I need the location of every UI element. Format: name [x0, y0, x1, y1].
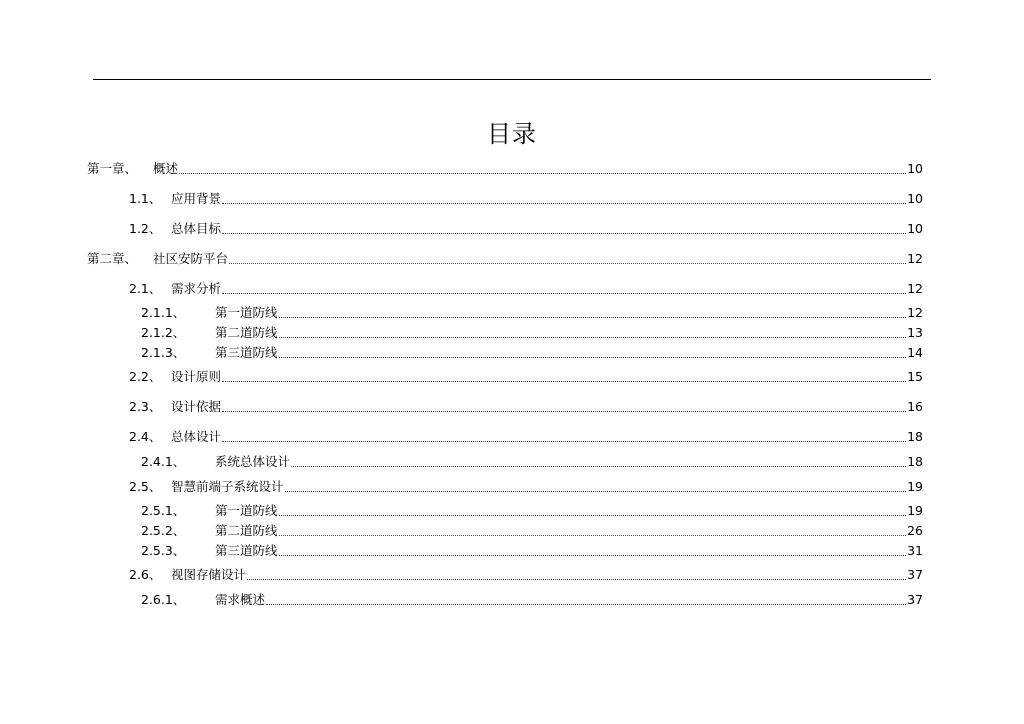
toc-leader — [222, 399, 906, 412]
toc-entry-title: 第三道防线 — [215, 543, 278, 558]
toc-entry[interactable] — [141, 345, 923, 361]
toc-entry-number: 2.6.1、 — [141, 592, 186, 607]
toc-leader — [179, 161, 906, 174]
toc-entry[interactable] — [87, 161, 923, 177]
toc-entry-page: 18 — [907, 454, 923, 469]
toc-entry-number: 第一章、 — [87, 161, 138, 176]
toc-title: 目录 — [487, 120, 537, 148]
toc-leader — [279, 503, 907, 516]
toc-entry[interactable] — [129, 567, 923, 583]
toc-entry-title: 应用背景 — [171, 191, 222, 206]
toc-entry-page: 13 — [907, 325, 923, 340]
toc-entry-title: 视图存储设计 — [171, 567, 247, 582]
toc-entry-title: 第二道防线 — [215, 325, 278, 340]
toc-entry-page: 10 — [907, 221, 923, 236]
toc-entry-page: 15 — [907, 369, 923, 384]
toc-entry-title: 设计依据 — [171, 399, 222, 414]
toc-leader — [266, 592, 906, 605]
toc-entry-number: 2.5、 — [129, 479, 162, 494]
toc-entry[interactable] — [87, 251, 923, 267]
toc-entry-title: 系统总体设计 — [215, 454, 291, 469]
toc-leader — [222, 429, 906, 442]
toc-entry-title: 需求分析 — [171, 281, 222, 296]
toc-entry-page: 31 — [907, 543, 923, 558]
toc-entry[interactable] — [141, 325, 923, 341]
toc-entry-page: 26 — [907, 523, 923, 538]
toc-leader — [285, 479, 907, 492]
toc-entry-page: 10 — [907, 161, 923, 176]
toc-leader — [291, 454, 906, 467]
toc-entry[interactable] — [129, 221, 923, 237]
toc-entry[interactable] — [141, 543, 923, 559]
toc-entry-number: 第二章、 — [87, 251, 138, 266]
toc-entry-number: 2.1、 — [129, 281, 162, 296]
toc-entry-page: 12 — [907, 251, 923, 266]
toc-entry-number: 2.2、 — [129, 369, 162, 384]
toc-entry[interactable] — [141, 503, 923, 519]
toc-leader — [222, 369, 906, 382]
toc-leader — [247, 567, 906, 580]
toc-entry[interactable] — [141, 523, 923, 539]
toc-entry-number: 2.6、 — [129, 567, 162, 582]
toc-leader — [222, 191, 906, 204]
toc-entry-title: 社区安防平台 — [153, 251, 229, 266]
toc-entry[interactable] — [129, 191, 923, 207]
toc-entry-title: 总体目标 — [171, 221, 222, 236]
toc-entry[interactable] — [129, 281, 923, 297]
toc-entry[interactable] — [129, 399, 923, 415]
toc-entry-number: 2.1.2、 — [141, 325, 186, 340]
toc-entry-number: 2.4、 — [129, 429, 162, 444]
toc-entry-title: 第一道防线 — [215, 305, 278, 320]
toc-entry-number: 2.1.3、 — [141, 345, 186, 360]
toc-entry-page: 19 — [907, 503, 923, 518]
toc-entry[interactable] — [141, 454, 923, 470]
toc-leader — [222, 221, 906, 234]
toc-entry-title: 设计原则 — [171, 369, 222, 384]
toc-entry-page: 10 — [907, 191, 923, 206]
toc-entry-page: 12 — [907, 281, 923, 296]
toc-entry-title: 第一道防线 — [215, 503, 278, 518]
toc-entry-page: 18 — [907, 429, 923, 444]
toc-entry-title: 第三道防线 — [215, 345, 278, 360]
toc-entry-page: 37 — [907, 592, 923, 607]
toc-entry-title: 第二道防线 — [215, 523, 278, 538]
toc-entry-number: 2.5.1、 — [141, 503, 186, 518]
toc-leader — [279, 345, 907, 358]
toc-leader — [279, 325, 907, 338]
toc-entry-title: 需求概述 — [215, 592, 266, 607]
toc-entry-number: 2.5.2、 — [141, 523, 186, 538]
toc-leader — [279, 543, 907, 556]
toc-entry[interactable] — [141, 592, 923, 608]
toc-entry-title: 智慧前端子系统设计 — [171, 479, 284, 494]
toc-entry[interactable] — [129, 369, 923, 385]
toc-entry-title: 总体设计 — [171, 429, 222, 444]
toc-entry-number: 2.3、 — [129, 399, 162, 414]
toc-entry-number: 1.2、 — [129, 221, 162, 236]
toc-entry-number: 2.4.1、 — [141, 454, 186, 469]
toc-entry-number: 2.5.3、 — [141, 543, 186, 558]
toc-entry-page: 14 — [907, 345, 923, 360]
toc-entry-title: 概述 — [153, 161, 179, 176]
toc-entry-number: 1.1、 — [129, 191, 162, 206]
toc-leader — [222, 281, 906, 294]
toc-leader — [279, 523, 907, 536]
toc-entry[interactable] — [129, 429, 923, 445]
toc-leader — [229, 251, 906, 264]
toc-entry[interactable] — [141, 305, 923, 321]
toc-entry-page: 37 — [907, 567, 923, 582]
toc-entry-page: 16 — [907, 399, 923, 414]
toc-leader — [279, 305, 907, 318]
toc-entry-page: 19 — [907, 479, 923, 494]
toc-entry-page: 12 — [907, 305, 923, 320]
toc-entry-number: 2.1.1、 — [141, 305, 186, 320]
toc-entry[interactable] — [129, 479, 923, 495]
